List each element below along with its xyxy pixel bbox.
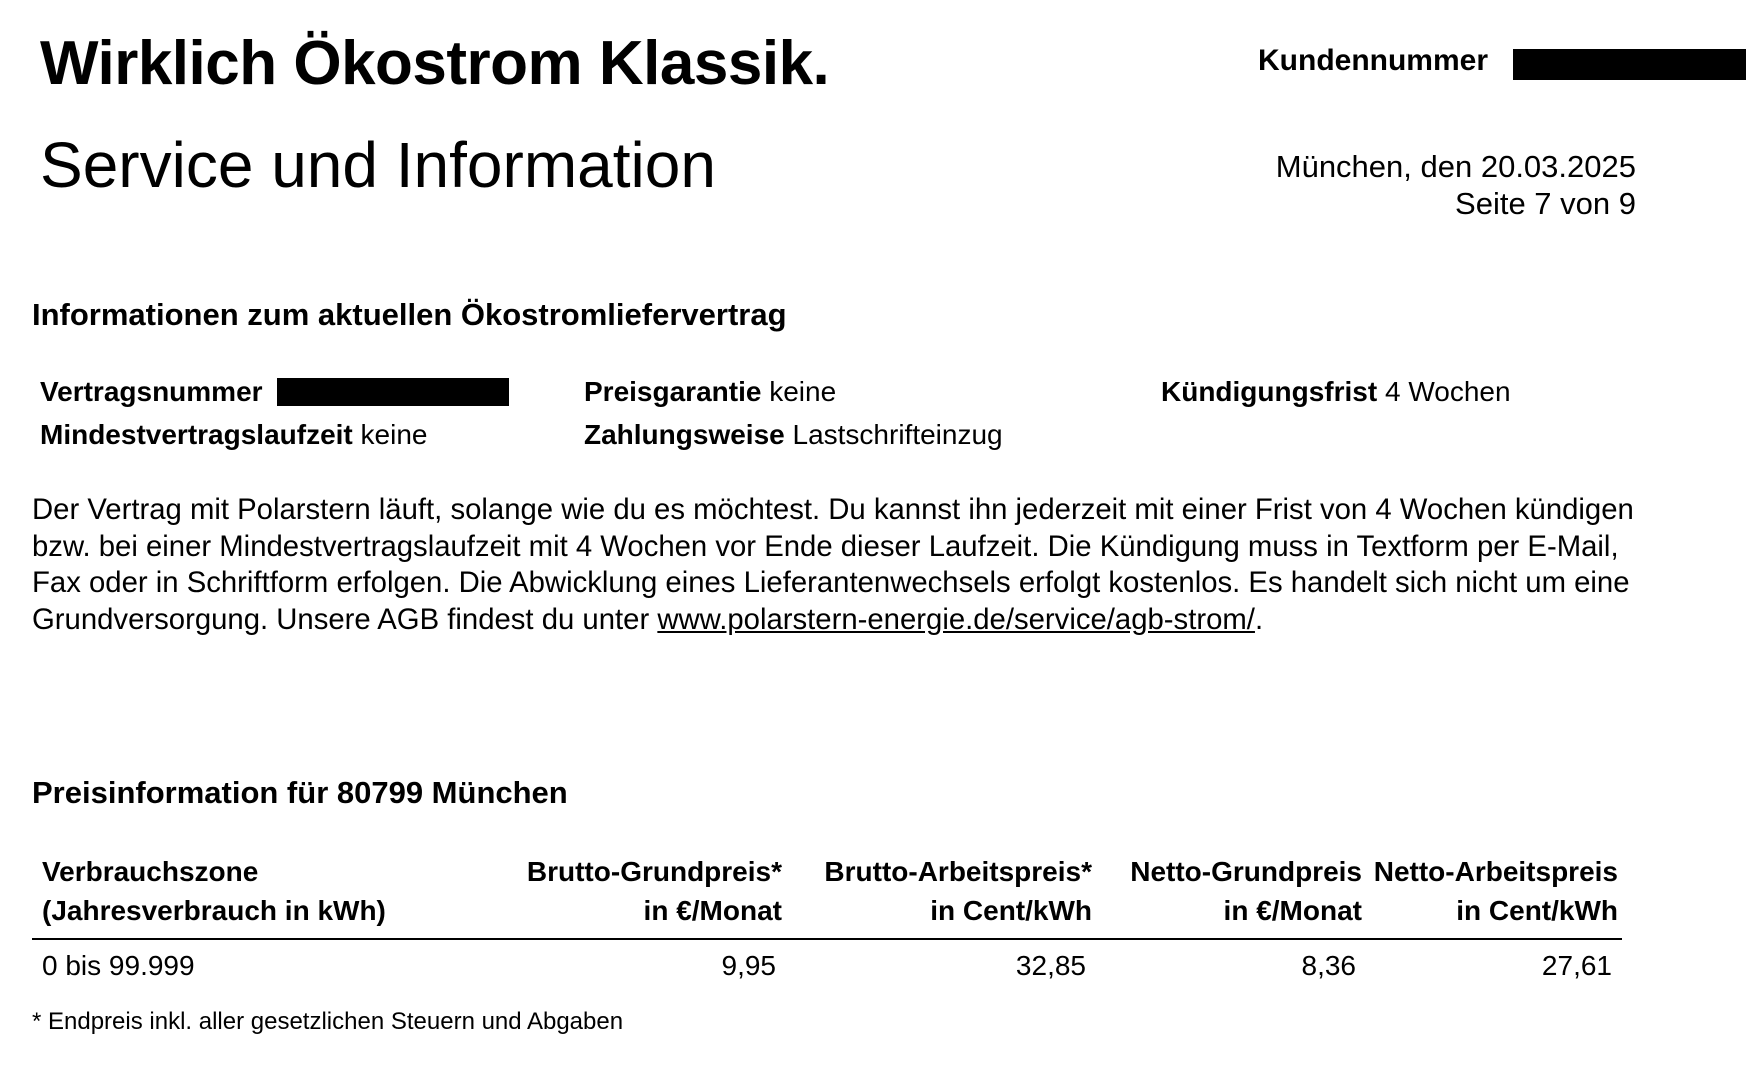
column-header-zone-line2: (Jahresverbrauch in kWh) <box>42 895 386 926</box>
price-table-header <box>32 852 1622 940</box>
price-guarantee-label: Preisgarantie <box>584 376 762 407</box>
contract-terms-paragraph <box>32 492 1672 638</box>
column-header-zone <box>42 852 386 930</box>
price-footnote: * Endpreis inkl. aller gesetzlichen Steuern und Abgaben <box>32 1008 624 1035</box>
agb-link[interactable]: www.polarstern-energie.de/service/agb-strom/ <box>657 602 1255 636</box>
column-header-net-base <box>1130 852 1362 930</box>
min-term-field <box>40 419 427 451</box>
contract-terms-text: Der Vertrag mit Polarstern läuft, solange wie du es möchtest. Du kannst ihn jederzeit mit einer Frist von 4 Wochen kündigen bzw. bei einer Mindestvertragslaufzeit mit 4 Wochen vor Ende dieser Laufzeit. Die Kündigung muss in Textform per E-Mail, Fax oder in Schriftform erfolgen. Die Abwicklung eines Lieferantenwechsels erfolgt kostenlos. Es handelt sich nicht um eine Grundversorgung. Unsere AGB findest du unter <box>32 493 1634 636</box>
date-line: München, den 20.03.2025 <box>1275 149 1636 184</box>
column-header-gross-base <box>527 852 782 930</box>
column-header-gross-base-line2: in €/Monat <box>643 895 782 926</box>
column-header-net-base-line1: Netto-Grundpreis <box>1130 856 1362 887</box>
column-header-gross-energy <box>824 852 1092 930</box>
cell-gross-base: 9,95 <box>721 950 776 981</box>
date-block <box>1276 148 1636 222</box>
price-table <box>32 852 1622 990</box>
column-header-net-energy-line1: Netto-Arbeitspreis <box>1373 856 1618 887</box>
contract-terms-end: . <box>1254 602 1264 636</box>
price-info-heading: Preisinformation für 80799 München <box>32 775 568 810</box>
payment-field <box>584 419 1003 451</box>
price-guarantee-value: keine <box>769 376 837 407</box>
cell-zone: 0 bis 99.999 <box>42 950 195 981</box>
notice-period-label: Kündigungsfrist <box>1161 376 1378 407</box>
customer-number-label: Kundennummer <box>1258 44 1489 77</box>
payment-value: Lastschrifteinzug <box>792 419 1003 450</box>
page-indicator: Seite 7 von 9 <box>1455 186 1636 221</box>
table-row <box>32 940 1622 990</box>
document-subtitle: Service und Information <box>40 129 716 201</box>
contract-info-heading: Informationen zum aktuellen Ökostromliefervertrag <box>32 297 787 332</box>
contract-number-redaction <box>277 378 509 406</box>
notice-period-field <box>1161 376 1511 408</box>
column-header-net-energy <box>1374 852 1618 930</box>
contract-number-label: Vertragsnummer <box>40 376 263 407</box>
column-header-gross-energy-line1: Brutto-Arbeitspreis* <box>824 856 1092 887</box>
column-header-gross-energy-line2: in Cent/kWh <box>930 895 1092 926</box>
column-header-gross-base-line1: Brutto-Grundpreis* <box>526 856 782 887</box>
column-header-zone-line1: Verbrauchszone <box>42 856 259 887</box>
contract-number-field <box>40 376 263 408</box>
payment-label: Zahlungsweise <box>584 419 785 450</box>
notice-period-value: 4 Wochen <box>1384 376 1511 407</box>
price-guarantee-field <box>584 376 836 408</box>
min-term-label: Mindestvertragslaufzeit <box>40 419 353 450</box>
column-header-net-energy-line2: in Cent/kWh <box>1456 895 1618 926</box>
cell-gross-energy: 32,85 <box>1015 950 1086 981</box>
customer-number-redaction <box>1513 49 1746 80</box>
document-title: Wirklich Ökostrom Klassik. <box>40 29 830 98</box>
column-header-net-base-line2: in €/Monat <box>1223 895 1362 926</box>
cell-net-energy: 27,61 <box>1541 950 1612 981</box>
cell-net-base: 8,36 <box>1301 950 1356 981</box>
min-term-value: keine <box>360 419 428 450</box>
